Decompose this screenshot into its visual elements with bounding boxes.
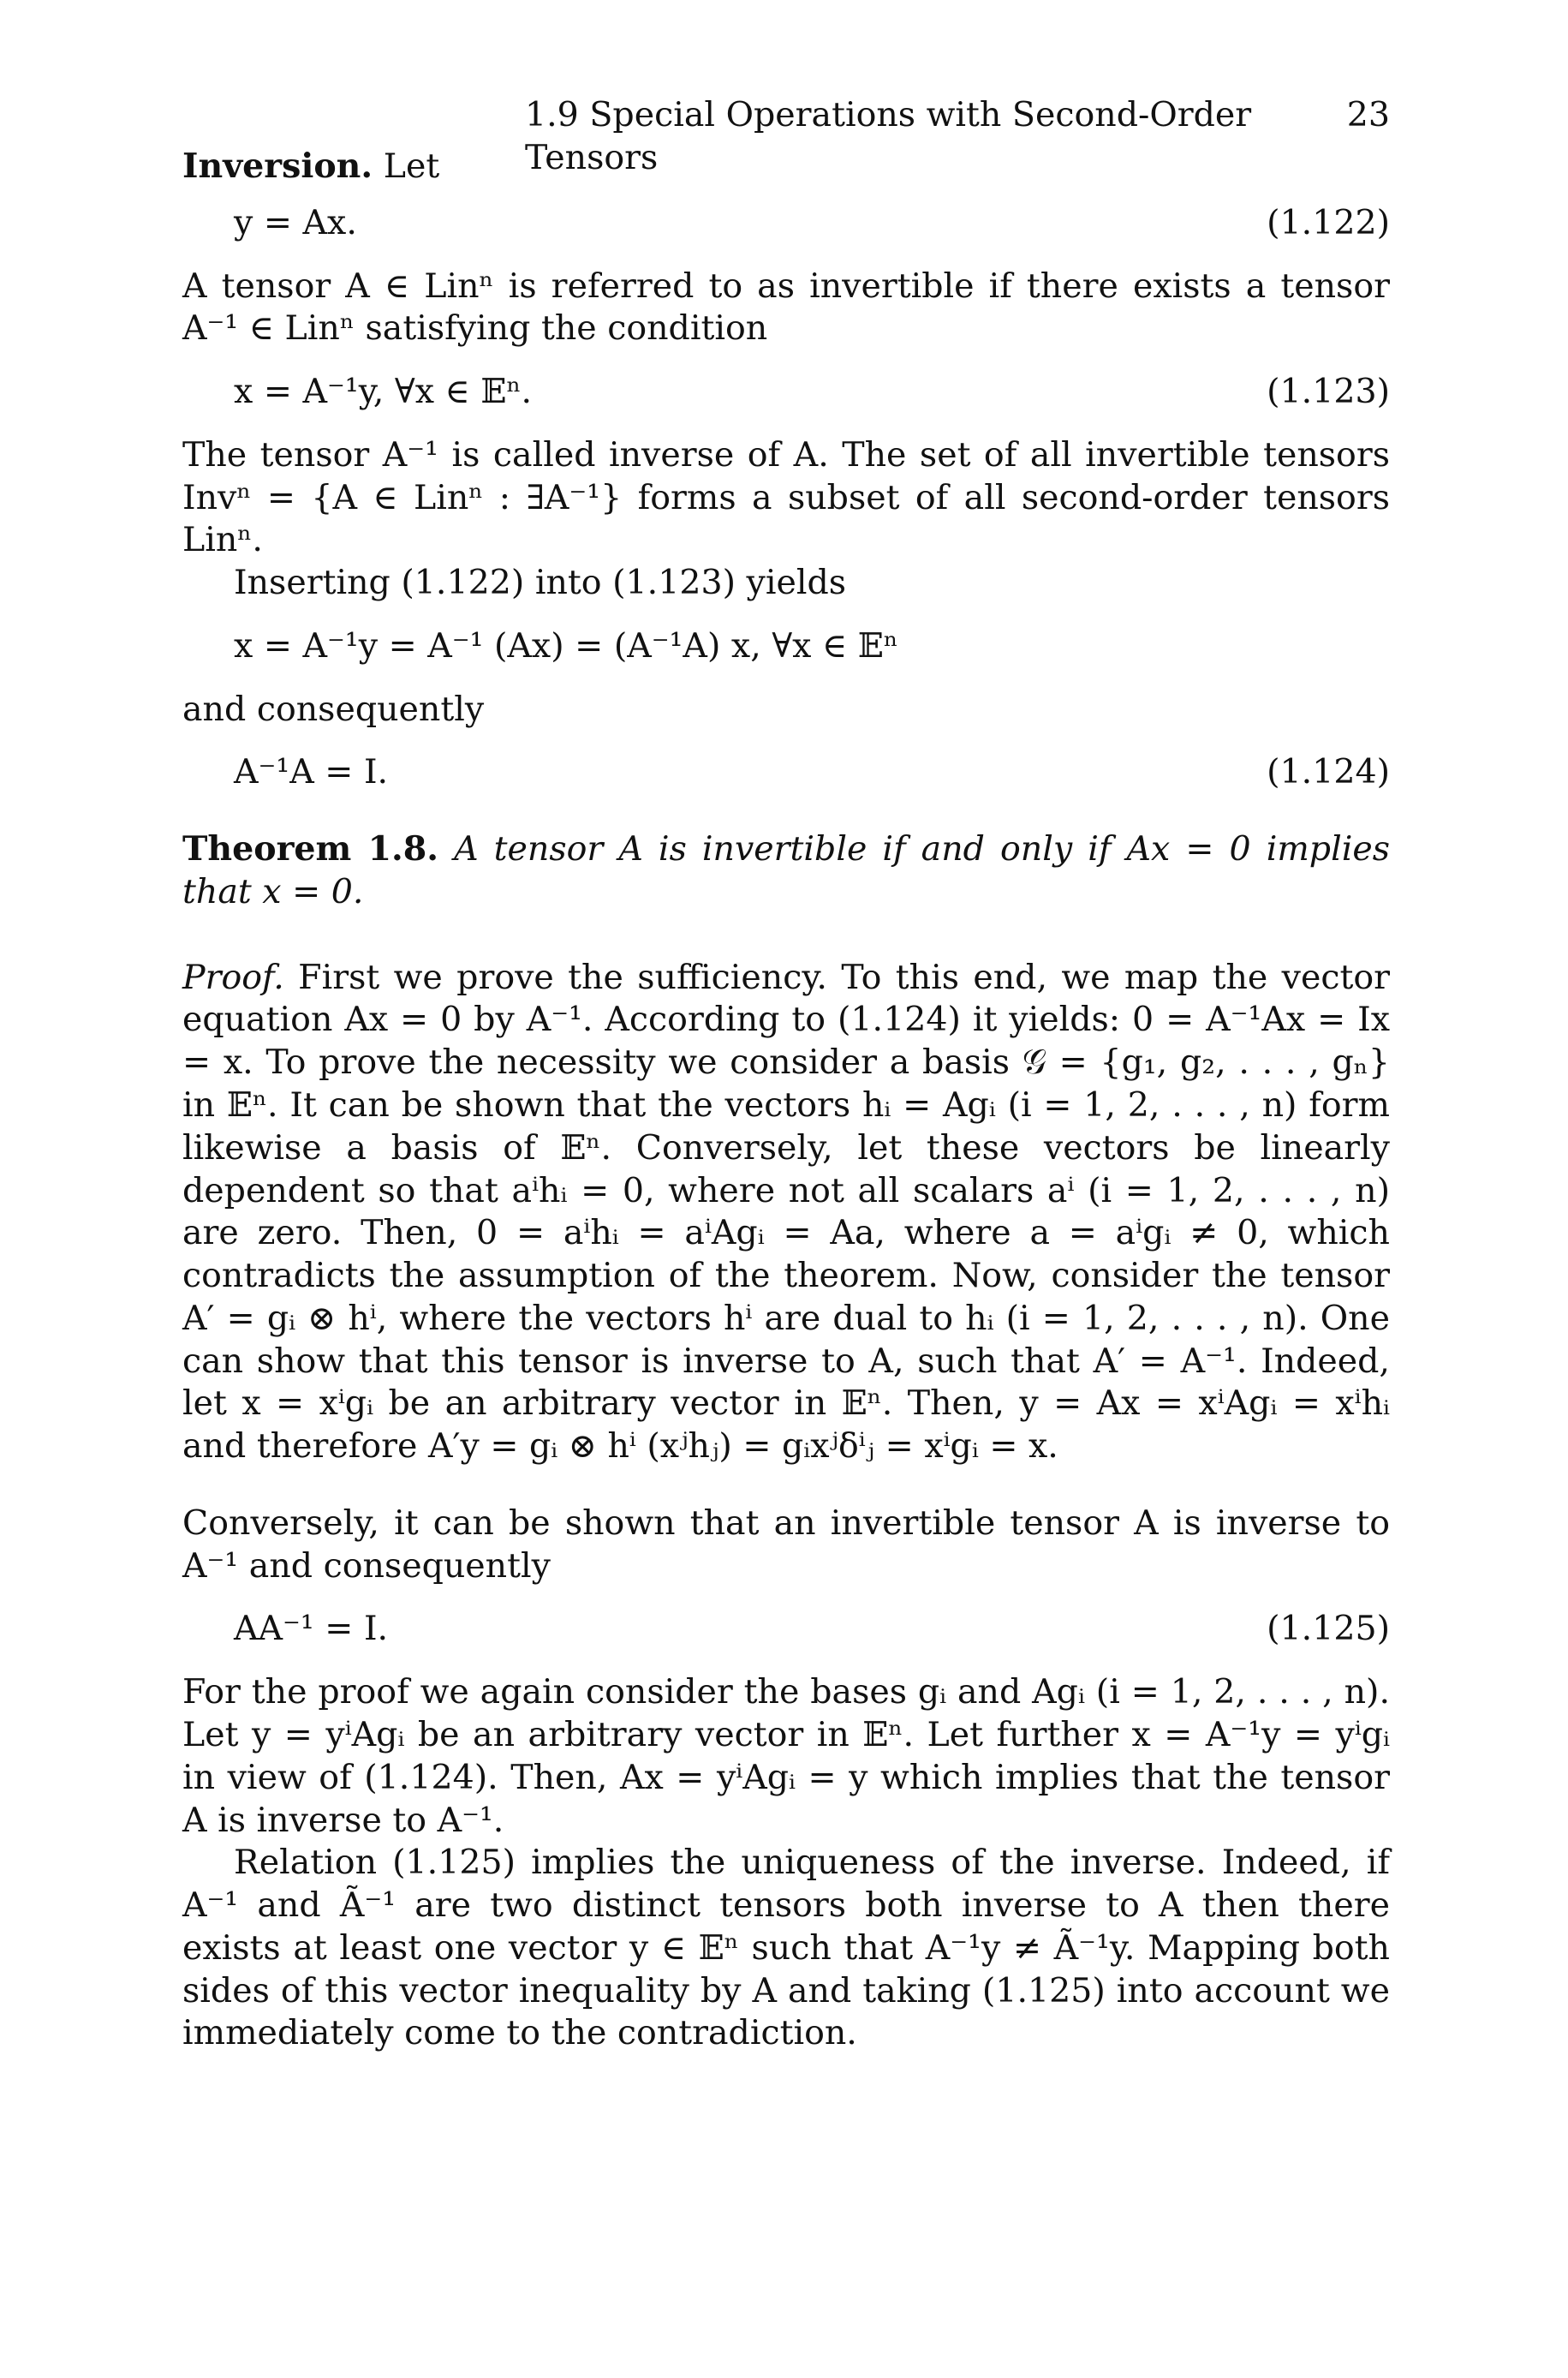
page-number: 23: [1346, 95, 1390, 134]
equation-number: (1.124): [1267, 752, 1390, 792]
inversion-heading: Inversion.: [182, 146, 373, 186]
paragraph-definition: A tensor A ∈ Linⁿ is referred to as invertible if there exists a tensor A⁻¹ ∈ Linⁿ satisfying the condition: [182, 266, 1390, 349]
equation-1-122: [182, 202, 1390, 245]
paragraph-conversely: Conversely, it can be shown that an invertible tensor A is inverse to A⁻¹ and consequently: [182, 1503, 1390, 1586]
equation-expression: x = A⁻¹y = A⁻¹ (Ax) = (A⁻¹A) x, ∀x ∈ 𝔼ⁿ: [234, 625, 898, 666]
paragraph-inverse: The tensor A⁻¹ is called inverse of A. The set of all invertible tensors Invⁿ = {A ∈ Linⁿ : ∃A⁻¹} forms a subset of all second-order tensors Linⁿ.: [182, 434, 1390, 560]
equation-chain: [182, 625, 1390, 668]
equation-expression: x = A⁻¹y, ∀x ∈ 𝔼ⁿ.: [234, 372, 533, 412]
proof-paragraph: [182, 957, 1390, 1468]
running-head-title: 1.9 Special Operations with Second-Order Tensors: [525, 95, 1252, 177]
proof-label: Proof.: [182, 957, 284, 997]
theorem-label: Theorem 1.8.: [182, 829, 439, 869]
equation-number: (1.123): [1267, 372, 1390, 412]
theorem-text: A tensor A is invertible if and only if Ax = 0 implies that x = 0.: [182, 829, 1390, 911]
theorem-1-8: [182, 828, 1390, 914]
paragraph-uniqueness: Relation (1.125) implies the uniqueness of the inverse. Indeed, if A⁻¹ and Ã⁻¹ are two distinct tensors both inverse to A then there exists at least one vector y ∈ 𝔼ⁿ such that A⁻¹y ≠ Ã⁻¹y. Mapping both sides of this vector inequality by A and taking (1.125) into account we immediately come to the contradiction.: [182, 1843, 1390, 2053]
equation-1-125: [182, 1608, 1390, 1651]
equation-1-124: [182, 751, 1390, 794]
equation-number: (1.125): [1267, 1609, 1390, 1649]
equation-expression: A⁻¹A = I.: [234, 752, 389, 792]
equation-1-123: [182, 371, 1390, 414]
paragraph-proof-again: For the proof we again consider the bases gᵢ and Agᵢ (i = 1, 2, . . . , n). Let y = yⁱAgᵢ be an arbitrary vector in 𝔼ⁿ. Let further x = A⁻¹y = yⁱgᵢ in view of (1.124). Then, Ax = yⁱAgᵢ = y which implies that the tensor A is inverse to A⁻¹.: [182, 1672, 1390, 1840]
paragraph-consequently: and consequently: [182, 689, 485, 729]
page-content: [182, 94, 1390, 2055]
inversion-lead: Let: [383, 146, 440, 186]
paragraph-inserting: Inserting (1.122) into (1.123) yields: [234, 563, 847, 603]
proof-text: First we prove the sufficiency. To this end, we map the vector equation Ax = 0 by A⁻¹. According to (1.124) it yields: 0 = A⁻¹Ax = Ix = x. To prove the necessity we consider a basis 𝒢 = {g₁, g₂, . . . , gₙ} in 𝔼ⁿ. It can be shown that the vectors hᵢ = Agᵢ (i = 1, 2, . . . , n) form likewise a basis of 𝔼ⁿ. Conversely, let these vectors be linearly dependent so that aⁱhᵢ = 0, where not all scalars aⁱ (i = 1, 2, . . . , n) are zero. Then, 0 = aⁱhᵢ = aⁱAgᵢ = Aa, where a = aⁱgᵢ ≠ 0, which contradicts the assumption of the theorem. Now, consider the tensor A′ = gᵢ ⊗ hⁱ, where the vectors hⁱ are dual to hᵢ (i = 1, 2, . . . , n). One can show that this tensor is inverse to A, such that A′ = A⁻¹. Indeed, let x = xⁱgᵢ be an arbitrary vector in 𝔼ⁿ. Then, y = Ax = xⁱAgᵢ = xⁱhᵢ and therefore A′y = gᵢ ⊗ hⁱ (xʲhⱼ) = gᵢxʲδⁱⱼ = xⁱgᵢ = x.: [182, 957, 1390, 1467]
equation-expression: AA⁻¹ = I.: [234, 1609, 389, 1649]
equation-expression: y = Ax.: [234, 202, 357, 242]
equation-number: (1.122): [1267, 202, 1390, 242]
